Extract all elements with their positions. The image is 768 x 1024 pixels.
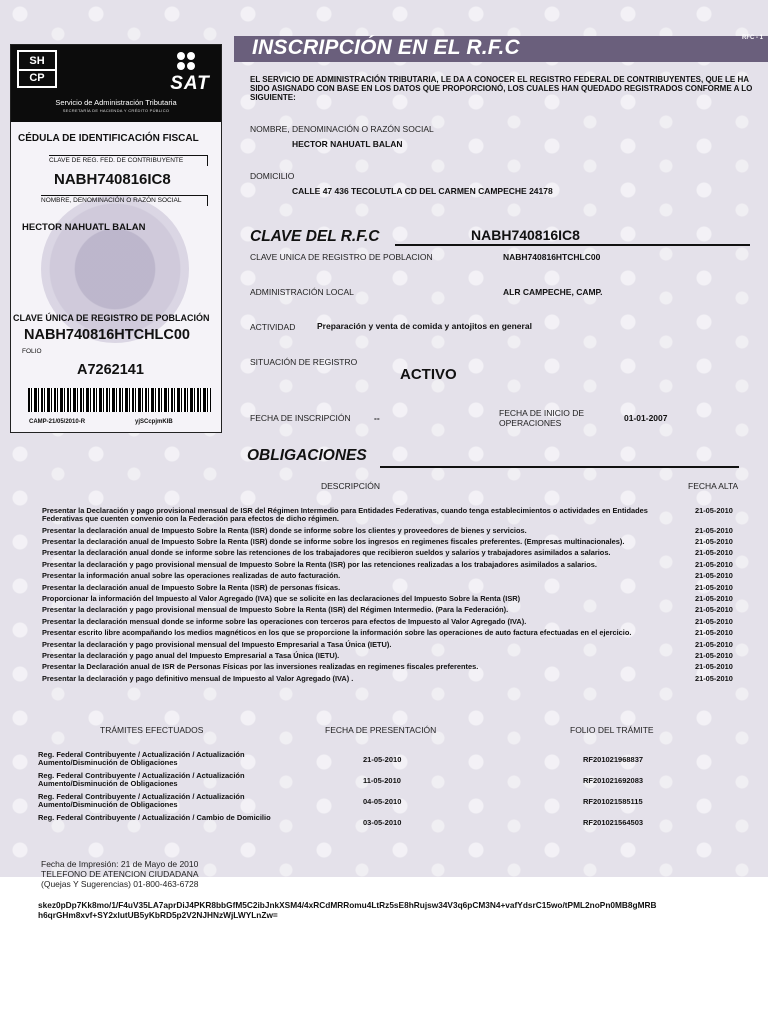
- start-label-1: FECHA DE INICIO DE: [499, 408, 585, 418]
- obligation-row: [42, 595, 762, 603]
- card-name-label: NOMBRE, DENOMINACIÓN O RAZÓN SOCIAL: [41, 197, 182, 204]
- obligation-description: Presentar la declaración y pago anual del Impuesto Empresarial a Tasa Única (IETU).: [42, 650, 340, 660]
- fiscal-id-card: [10, 44, 222, 433]
- service-name: Servicio de Administración Tributaria: [55, 98, 177, 107]
- page-title: INSCRIPCIÓN EN EL R.F.C: [252, 36, 520, 59]
- digital-seal: [38, 900, 738, 920]
- obligation-row: [42, 618, 762, 626]
- obligation-date: 21-05-2010: [695, 536, 733, 546]
- obligation-date: 21-05-2010: [695, 582, 733, 592]
- obligation-date: 21-05-2010: [695, 525, 733, 535]
- start-label-2: OPERACIONES: [499, 418, 562, 428]
- obligation-date: 21-05-2010: [695, 605, 733, 615]
- card-heading: CÉDULA DE IDENTIFICACIÓN FISCAL: [18, 133, 199, 144]
- curp-value: NABH740816HTCHLC00: [503, 252, 601, 262]
- obligation-date: 21-05-2010: [695, 650, 733, 660]
- card-rfc: NABH740816IC8: [54, 171, 171, 188]
- obligation-description: Presentar la Declaración anual de ISR de Personas Físicas por las inversiones realizadas en regimenes fiscales preferentes.: [42, 662, 479, 672]
- obligation-row: [42, 561, 762, 569]
- rfc-underline: [395, 244, 750, 246]
- card-footer-code: CAMP-21/05/2010-R: [29, 419, 86, 425]
- obligation-row: [42, 572, 762, 580]
- status-badge: ACTIVO: [400, 366, 457, 383]
- card-rfc-label: CLAVE DE REG. FED. DE CONTRIBUYENTE: [49, 157, 184, 164]
- obligation-date: 21-05-2010: [695, 506, 733, 515]
- obligation-description: Presentar la declaración y pago definitivo mensual de Impuesto al Valor Agregado (IVA) .: [42, 673, 354, 683]
- digital-seal-line: h6qrGHm8xvf+SY2xlutUB5yKbRD5p2V2NJHNzWjLWYLnZw=: [38, 910, 278, 920]
- print-date: Fecha de Impresión: 21 de Mayo de 2010: [41, 859, 199, 869]
- rfc-value: NABH740816IC8: [471, 227, 580, 243]
- obligation-row: [42, 527, 762, 535]
- obligation-row: [42, 629, 762, 637]
- page-code: RFC - 1: [742, 35, 763, 41]
- obligation-row: [42, 584, 762, 592]
- tramite-folio: RF201021585115: [583, 797, 643, 806]
- obligation-description: Presentar escrito libre acompañando los medios magnéticos en los que se proporcione la información sobre las operaciones de auto factura efectuadas en el ejercicio.: [42, 628, 632, 638]
- service-subtitle: SECRETARÍA DE HACIENDA Y CRÉDITO PÚBLICO: [62, 108, 170, 113]
- name-value: HECTOR NAHUATL BALAN: [292, 139, 403, 149]
- obligation-date: 21-05-2010: [695, 673, 733, 683]
- obligation-row: [42, 538, 762, 546]
- obligation-row: [42, 641, 762, 649]
- sat-dots-icon: [173, 51, 203, 73]
- obligations-list: [42, 507, 762, 686]
- obligations-underline: [380, 466, 739, 468]
- tramite-date: 21-05-2010: [363, 755, 402, 764]
- tramite-folio: RF201021968837: [583, 755, 644, 764]
- obligation-row: [42, 549, 762, 557]
- obligation-description: Presentar la declaración mensual donde se informe sobre las operaciones con terceros para efectos de Impuesto al Valor Agregado (IVA).: [42, 616, 527, 626]
- address-value: CALLE 47 436 TECOLUTLA CD DEL CARMEN CAMPECHE 24178: [292, 186, 553, 196]
- admin-value: ALR CAMPECHE, CAMP.: [503, 287, 603, 297]
- barcode: [28, 388, 211, 412]
- card-name: HECTOR NAHUATL BALAN: [22, 222, 146, 233]
- footer: [41, 859, 199, 889]
- phone-number: (Quejas Y Sugerencias) 01-800-463-6728: [41, 879, 199, 889]
- admin-label: ADMINISTRACIÓN LOCAL: [250, 287, 354, 297]
- obligation-date: 21-05-2010: [695, 559, 733, 569]
- name-label: NOMBRE, DENOMINACIÓN O RAZÓN SOCIAL: [250, 124, 434, 134]
- activity-value: Preparación y venta de comida y antojitos en general: [317, 321, 532, 331]
- obligation-description: Presentar la declaración anual de Impuesto Sobre la Renta (ISR) donde se informe sobre los ingresos en regimenes fiscales preferentes. (Empresas multinacionales).: [42, 536, 625, 546]
- card-curp-label: CLAVE ÚNICA DE REGISTRO DE POBLACIÓN: [13, 313, 210, 323]
- rfc-section-title: CLAVE DEL R.F.C: [250, 228, 380, 245]
- phone-title: TELEFONO DE ATENCION CIUDADANA: [41, 869, 199, 879]
- card-header: [11, 45, 221, 122]
- obligation-description: Presentar la declaración y pago provisional mensual del Impuesto Empresarial a Tasa Única (IETU).: [42, 639, 392, 649]
- tramite-description: Reg. Federal Contribuyente / Actualización / Actualización Aumento/Disminución de Obligaciones: [38, 792, 245, 810]
- tramite-description: Reg. Federal Contribuyente / Actualización / Cambio de Domicilio: [38, 813, 271, 822]
- obligation-row: [42, 507, 762, 523]
- obligation-description: Presentar la Declaración y pago provisional mensual de ISR del Régimen Intermedio para Entidades Federativas, cuando tenga establecimientos o actividades en Entidades Federativas que cuenten convenio con la Federación para efectos de dicho régimen.: [42, 506, 648, 524]
- activity-label: ACTIVIDAD: [250, 322, 296, 332]
- obligation-row: [42, 606, 762, 614]
- obligation-date: 21-05-2010: [695, 628, 733, 638]
- card-footer-key: yjSCcpjmKIB: [135, 419, 173, 425]
- tramites-col-desc: TRÁMITES EFECTUADOS: [100, 725, 204, 735]
- obligation-description: Presentar la declaración anual donde se informe sobre las retenciones de los trabajadores que recibieron sueldos y salarios y trabajadores asimilados a salarios.: [42, 548, 611, 558]
- tramites-col-date: FECHA DE PRESENTACIÓN: [325, 725, 437, 735]
- obligation-row: [42, 675, 762, 683]
- obligation-date: 21-05-2010: [695, 593, 733, 603]
- obligation-date: 21-05-2010: [695, 639, 733, 649]
- digital-seal-line: skez0pDp7Kk8mo/1/F4uV35LA7aprDiJ4PKR8bbGfM5C2ibJnkXSM4/4xRCdMRRomu4LtRz5sE8hRujsw34V3q6pCM3N4+vafYdsrC15wo/tPML2noPn0MB8gMRB: [38, 900, 657, 910]
- obligation-row: [42, 663, 762, 671]
- obligation-row: [42, 652, 762, 660]
- curp-label: CLAVE UNICA DE REGISTRO DE POBLACION: [250, 252, 433, 262]
- address-label: DOMICILIO: [250, 171, 295, 181]
- tramite-description: Reg. Federal Contribuyente / Actualización / Actualización Aumento/Disminución de Obligaciones: [38, 771, 245, 789]
- inscription-value: --: [374, 413, 380, 423]
- tramite-date: 11-05-2010: [363, 776, 401, 785]
- card-folio: A7262141: [77, 362, 144, 378]
- tramite-description: Reg. Federal Contribuyente / Actualización / Actualización Aumento/Disminución de Obligaciones: [38, 750, 245, 768]
- card-curp: NABH740816HTCHLC00: [24, 327, 190, 343]
- obligations-title: OBLIGACIONES: [247, 447, 367, 464]
- card-folio-label: FOLIO: [22, 348, 42, 355]
- start-value: 01-01-2007: [624, 413, 668, 423]
- obligation-date: 21-05-2010: [695, 548, 733, 558]
- obligations-col-date: FECHA ALTA: [688, 481, 739, 491]
- obligation-description: Presentar la información anual sobre las operaciones realizadas de auto facturación.: [42, 571, 341, 581]
- obligation-description: Presentar la declaración y pago provisional mensual de Impuesto Sobre la Renta (ISR) del Régimen Intermedio. (Para la Federación).: [42, 605, 509, 615]
- tramite-folio: RF201021564503: [583, 818, 644, 827]
- obligation-description: Presentar la declaración y pago provisional mensual de Impuesto Sobre la Renta (ISR) por las retenciones realizadas a los trabajadores asimilados a salarios.: [42, 559, 597, 569]
- obligation-date: 21-05-2010: [695, 662, 733, 672]
- status-label: SITUACIÓN DE REGISTRO: [250, 357, 358, 367]
- inscription-label: FECHA DE INSCRIPCIÓN: [250, 413, 351, 423]
- tramite-date: 04-05-2010: [363, 797, 402, 806]
- tramites-col-folio: FOLIO DEL TRÁMITE: [570, 725, 654, 735]
- obligation-date: 21-05-2010: [695, 571, 733, 581]
- obligation-description: Presentar la declaración anual de Impuesto Sobre la Renta (ISR) de personas físicas.: [42, 582, 341, 592]
- tramite-date: 03-05-2010: [363, 818, 402, 827]
- intro-text: EL SERVICIO DE ADMINISTRACIÓN TRIBUTARIA, LE DA A CONOCER EL REGISTRO FEDERAL DE CONTRIBUYENTES, QUE LE HA SIDO ASIGNADO CON BASE EN LOS DATOS QUE PROPORCIONÓ, LOS CUALES HAN QUEDADO REGISTRADOS CONFORME A LO SIGUIENTE:: [250, 75, 753, 102]
- shcp-logo: SH CP: [17, 50, 57, 88]
- obligation-description: Proporcionar la información del Impuesto al Valor Agregado (IVA) que se solicite en las declaraciones del Impuesto Sobre la Renta (ISR): [42, 593, 521, 603]
- tramite-folio: RF201021692083: [583, 776, 644, 785]
- obligation-description: Presentar la declaración anual de Impuesto Sobre la Renta (ISR) donde se informe sobre los clientes y proveedores de bienes y servicios.: [42, 525, 527, 535]
- sat-logo: SAT: [163, 51, 217, 95]
- obligation-date: 21-05-2010: [695, 616, 733, 626]
- obligations-col-desc: DESCRIPCIÓN: [321, 481, 381, 491]
